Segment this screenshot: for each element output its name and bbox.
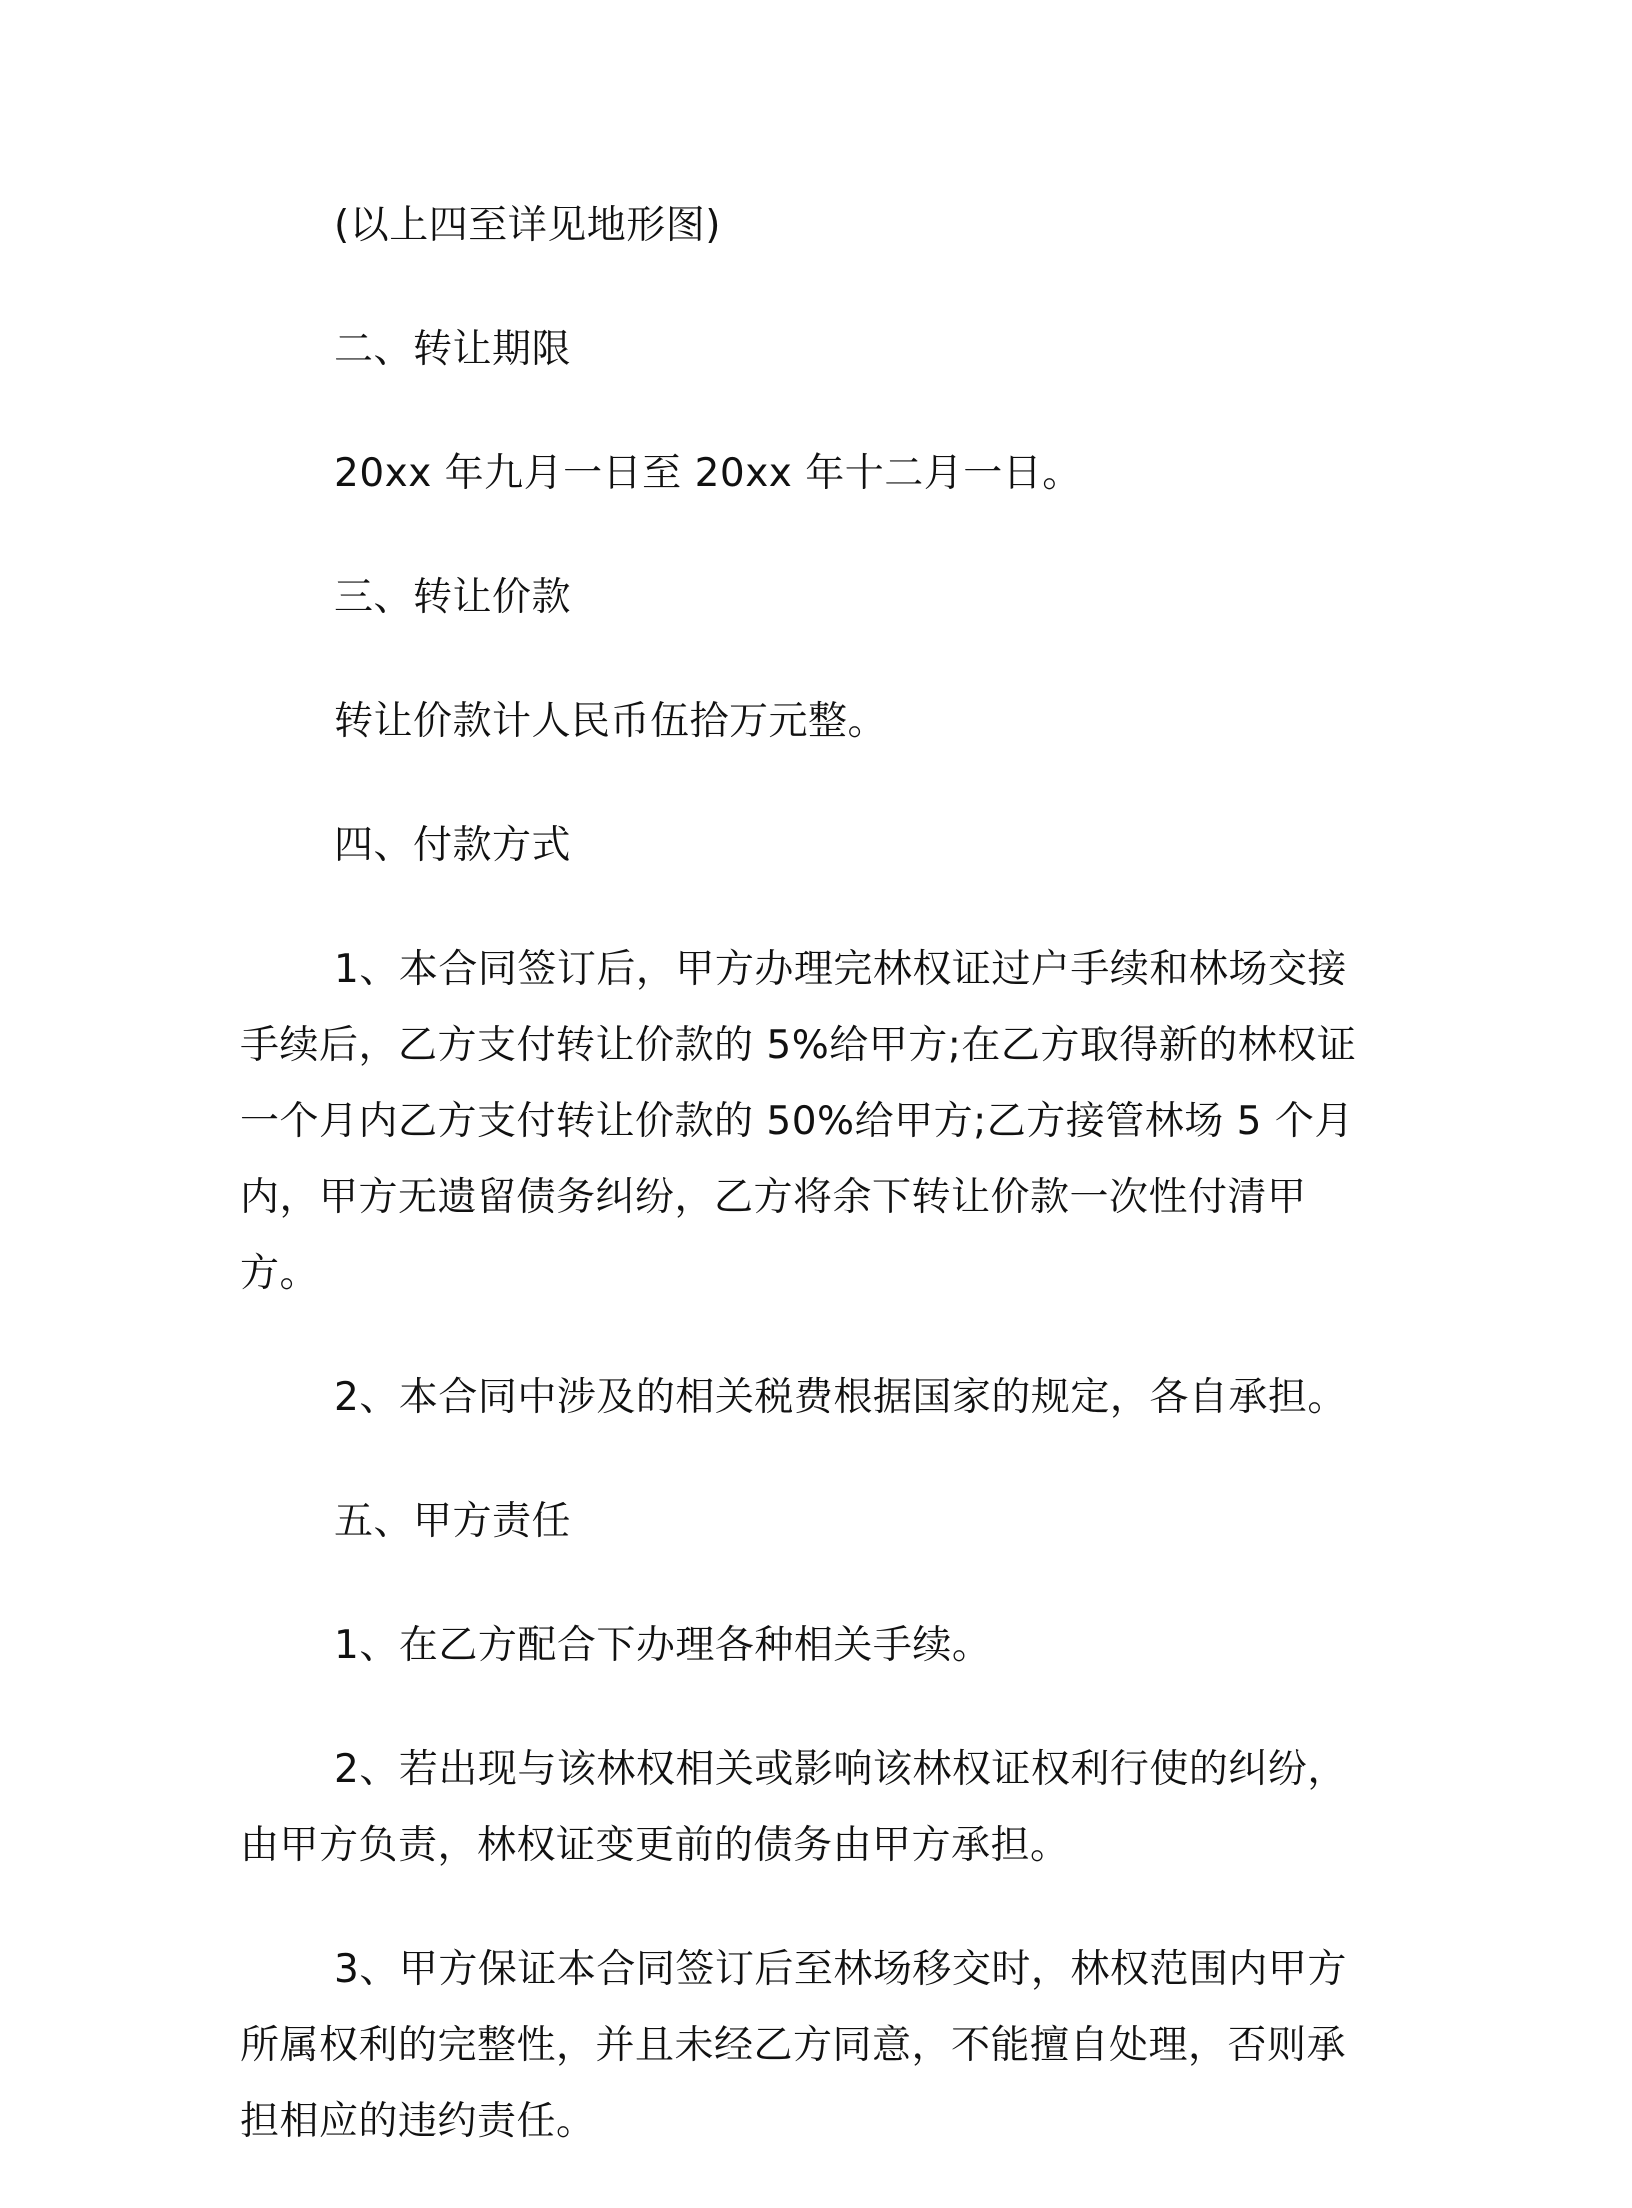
payment-clause-2: 2、本合同中涉及的相关税费根据国家的规定，各自承担。: [334, 1375, 1347, 1420]
heading-transfer-term: 二、转让期限: [334, 327, 572, 372]
party-a-clause-3: 3、甲方保证本合同签订后至林场移交时，林权范围内甲方所属权利的完整性，并且未经乙方同意，不能擅自处理，否则承担相应的违约责任。: [240, 1947, 1347, 2144]
heading-transfer-price: 三、转让价款: [334, 575, 572, 620]
payment-clause-1: 1、本合同签订后，甲方办理完林权证过户手续和林场交接手续后，乙方支付转让价款的 5%给甲方;在乙方取得新的林权证一个月内乙方支付转让价款的 50%给甲方;乙方接管林场 5 个月内，甲方无遗留债务纠纷，乙方将余下转让价款一次性付清甲方。: [240, 947, 1357, 1296]
party-a-clause-1: 1、在乙方配合下办理各种相关手续。: [334, 1623, 992, 1668]
note-terrain-map: (以上四至详见地形图): [334, 203, 721, 248]
document-body: [240, 188, 1385, 2208]
heading-payment-method: 四、付款方式: [334, 823, 572, 868]
heading-party-a-duties: 五、甲方责任: [334, 1499, 572, 1544]
transfer-price-text: 转让价款计人民币伍拾万元整。: [334, 699, 888, 744]
transfer-term-text: 20xx 年九月一日至 20xx 年十二月一日。: [334, 451, 1082, 496]
party-a-clause-2: 2、若出现与该林权相关或影响该林权证权利行使的纠纷，由甲方负责，林权证变更前的债务由甲方承担。: [240, 1747, 1347, 1868]
